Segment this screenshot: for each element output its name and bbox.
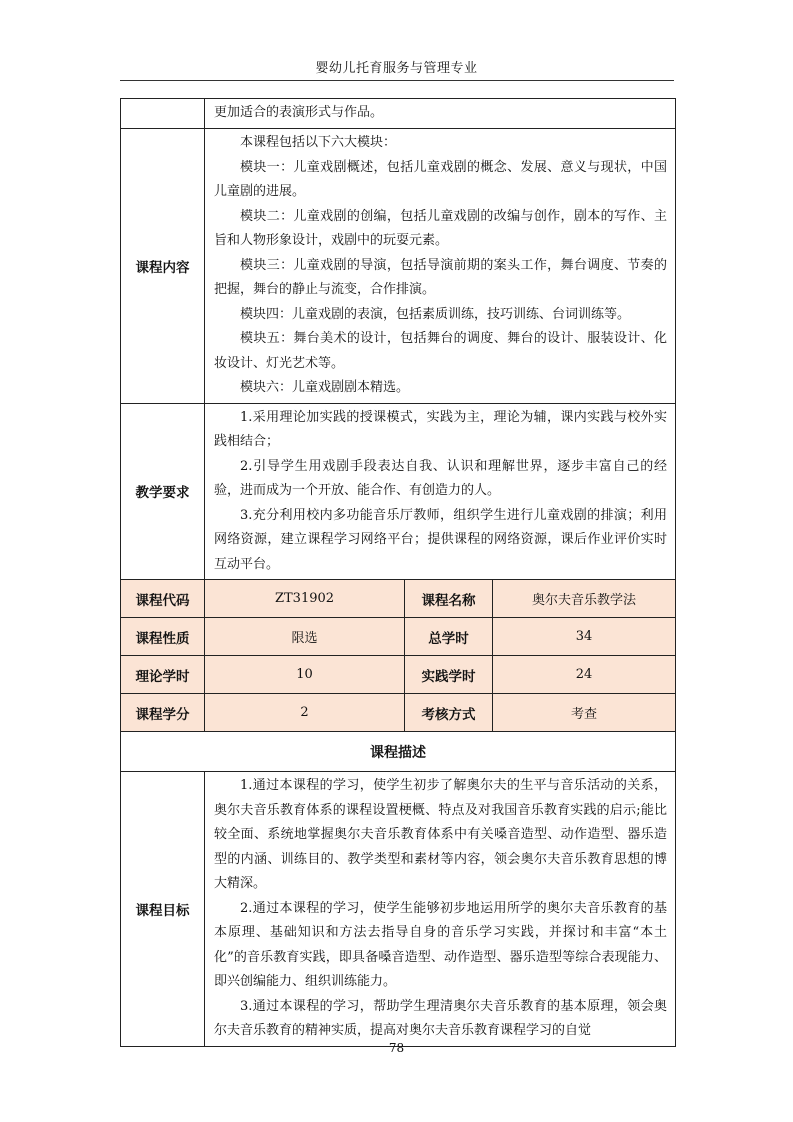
teaching-requirements-text xyxy=(205,403,676,580)
course-objectives-text xyxy=(205,772,676,1047)
total-hours-value: 34 xyxy=(493,618,676,656)
objective-line: 1.通过本课程的学习，使学生初步了解奥尔夫的生平与音乐活动的关系，奥尔夫音乐教育体系的课程设置梗概、特点及对我国音乐教育实践的启示;能比较全面、系统地掌握奥尔夫音乐教育体系中有关嗓音造型、动作造型、器乐造型的内涵、训练目的、教学类型和素材等内容，领会奥尔夫音乐教育思想的博大精深。 xyxy=(214,778,668,891)
course-content-row xyxy=(121,129,676,404)
course-type-label: 课程性质 xyxy=(121,618,205,656)
course-objectives-label: 课程目标 xyxy=(121,772,205,1047)
course-content-text xyxy=(205,129,676,404)
page-number: 78 xyxy=(388,1041,405,1055)
info-row-credits xyxy=(121,694,676,732)
total-hours-label: 总学时 xyxy=(405,618,493,656)
content-line: 模块六：儿童戏剧剧本精选。 xyxy=(240,380,410,395)
header-rule xyxy=(120,80,674,81)
content-line: 模块五：舞台美术的设计，包括舞台的调度、舞台的设计、服装设计、化妆设计、灯光艺术等。 xyxy=(214,331,668,371)
theory-hours-value: 10 xyxy=(205,656,405,694)
content-line: 模块一：儿童戏剧概述，包括儿童戏剧的概念、发展、意义与现状，中国儿童剧的进展。 xyxy=(214,159,668,199)
description-title: 课程描述 xyxy=(121,732,676,772)
page-header-title: 婴幼儿托育服务与管理专业 xyxy=(315,61,478,76)
teaching-requirements-row xyxy=(121,403,676,580)
description-title-row xyxy=(121,732,676,772)
course-name-label: 课程名称 xyxy=(405,580,493,618)
course-code-label: 课程代码 xyxy=(121,580,205,618)
requirement-line: 3.充分利用校内多功能音乐厅教师，组织学生进行儿童戏剧的排演；利用网络资源，建立课程学习网络平台；提供课程的网络资源，课后作业评价实时互动平台。 xyxy=(214,507,668,572)
practice-hours-label: 实践学时 xyxy=(405,656,493,694)
requirement-line: 2.引导学生用戏剧手段表达自我、认识和理解世界，逐步丰富自己的经验，进而成为一个开放、能合作、有创造力的人。 xyxy=(214,458,668,498)
course-code-value: ZT31902 xyxy=(205,580,405,618)
practice-hours-value: 24 xyxy=(493,656,676,694)
continuation-text: 更加适合的表演形式与作品。 xyxy=(214,105,384,121)
course-objectives-row xyxy=(121,772,676,1047)
continuation-row xyxy=(121,99,676,129)
theory-hours-label: 理论学时 xyxy=(121,656,205,694)
continuation-label-cell xyxy=(121,99,205,129)
content-line: 模块四：儿童戏剧的表演，包括素质训练，技巧训练、台词训练等。 xyxy=(240,306,631,322)
objective-line: 3.通过本课程的学习，帮助学生理清奥尔夫音乐教育的基本原理，领会奥尔夫音乐教育的精神实质，提高对奥尔夫音乐教育课程学习的自觉 xyxy=(214,998,668,1038)
content-line: 模块三：儿童戏剧的导演，包括导演前期的案头工作，舞台调度、节奏的把握，舞台的静止与流变，合作排演。 xyxy=(214,257,668,297)
content-line: 本课程包括以下六大模块： xyxy=(240,135,397,150)
info-row-hours xyxy=(121,656,676,694)
objective-line: 2.通过本课程的学习，使学生能够初步地运用所学的奥尔夫音乐教育的基本原理、基础知识和方法去指导自身的音乐学习实践，并探讨和丰富“本土化”的音乐教育实践，即具备嗓音造型、动作造型、器乐造型等综合表现能力、即兴创编能力、组织训练能力。 xyxy=(214,900,668,989)
teaching-requirements-label: 教学要求 xyxy=(121,403,205,580)
course-type-value: 限选 xyxy=(205,618,405,656)
continuation-text-cell xyxy=(205,99,676,129)
requirement-line: 1.采用理论加实践的授课模式，实践为主，理论为辅，课内实践与校外实践相结合； xyxy=(214,409,668,449)
credits-value: 2 xyxy=(205,694,405,732)
course-table xyxy=(120,98,676,1047)
content-line: 模块二：儿童戏剧的创编，包括儿童戏剧的改编与创作，剧本的写作、主旨和人物形象设计，戏剧中的玩耍元素。 xyxy=(214,208,668,248)
info-row-type xyxy=(121,618,676,656)
credits-label: 课程学分 xyxy=(121,694,205,732)
assessment-label: 考核方式 xyxy=(405,694,493,732)
assessment-value: 考查 xyxy=(493,694,676,732)
course-content-label: 课程内容 xyxy=(121,129,205,404)
course-name-value: 奥尔夫音乐教学法 xyxy=(493,580,676,618)
info-row-code xyxy=(121,580,676,618)
